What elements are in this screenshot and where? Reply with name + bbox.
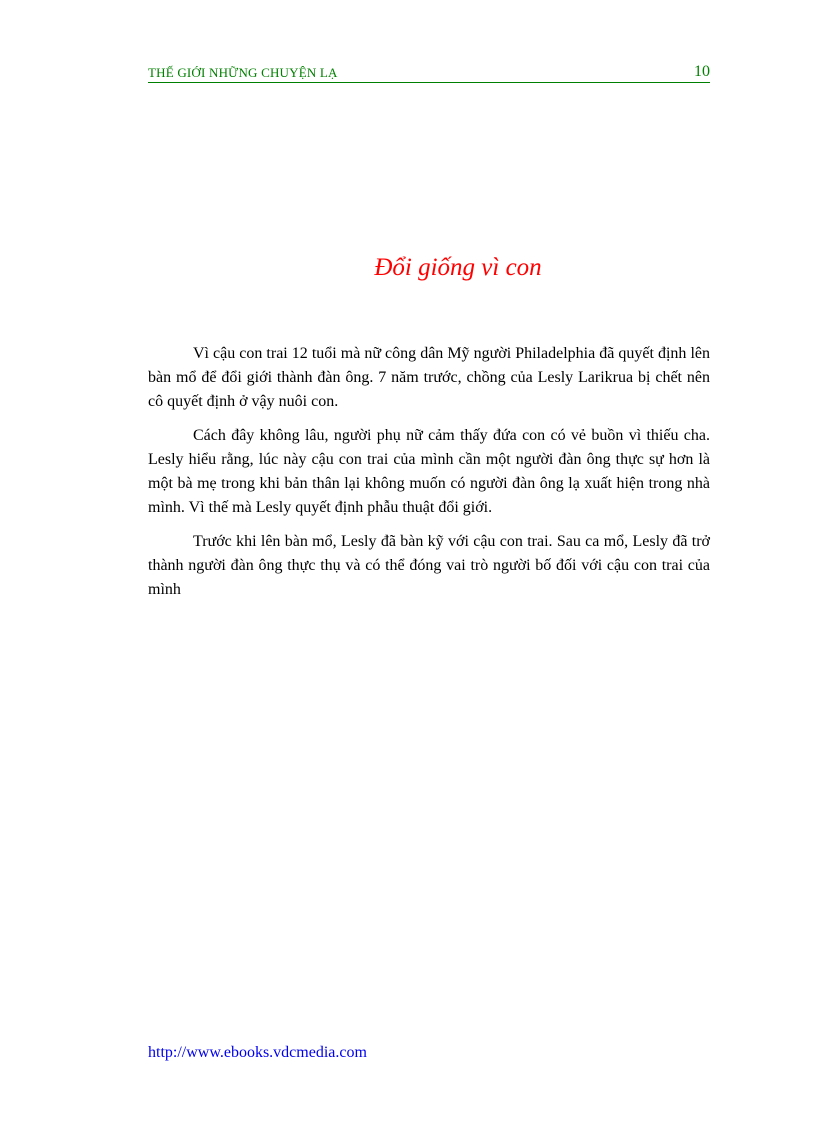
- paragraph: Trước khi lên bàn mổ, Lesly đã bàn kỹ với cậu con trai. Sau ca mổ, Lesly đã trở thành người đàn ông thực thụ và có thể đóng vai trò người bố đối với cậu con trai của mình: [148, 533, 710, 598]
- page-header: [148, 60, 710, 83]
- paragraph: Vì cậu con trai 12 tuổi mà nữ công dân Mỹ người Philadelphia đã quyết định lên bàn mổ để đổi giới thành đàn ông. 7 năm trước, chồng của Lesly Larikrua bị chết nên cô quyết định ở vậy nuôi con.: [148, 345, 710, 410]
- header-title: THẾ GIỚI NHỮNG CHUYỆN LẠ: [148, 65, 338, 80]
- paragraph: Cách đây không lâu, người phụ nữ cảm thấy đứa con có vẻ buồn vì thiếu cha. Lesly hiểu rằng, lúc này cậu con trai của mình cần một người đàn ông thực sự hơn là một bà mẹ trong khi bản thân lại không muốn có người đàn ông lạ xuất hiện trong nhà mình. Vì thế mà Lesly quyết định phẫu thuật đổi giới.: [148, 427, 710, 516]
- page-number: 10: [694, 63, 710, 80]
- article-title: Đổi giống vì con: [374, 254, 542, 281]
- article-body: [148, 342, 710, 612]
- footer-link[interactable]: http://www.ebooks.vdcmedia.com: [148, 1044, 367, 1061]
